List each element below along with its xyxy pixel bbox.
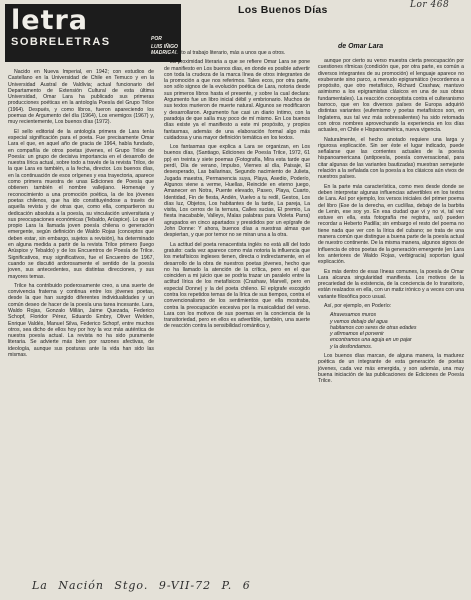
article-headline: Los Buenos Días [238, 4, 328, 16]
paragraph: La actitud del poeta renacentista inglés no está allí del todo gratuito: cada vez aparece como más notoria la influencia que los metafísicos ingleses tienen, directa o indirectamente, en el desarrollo de la obra de nuestros poetas jóvenes, hecho que no ha llamado la atención de la crítica, pero en el que coinciden a mi juicio que se podría trazar un paralelo entre la actitud lírica de los metafísicos (Crashaw, Marvell, pero en especial Donne) y la del poeta chileno. El epígrafe escogido contra los repetidos temas de la lírica de sus tiempos, contra el convencionalismo de los sentimientos que ella mostraba, contra la preocupación excesiva por la musicalidad del verso. Lara con los motivos de sus poemas en la conciencia de la transitoriedad, pero en ellos es advertible, también, una suerte de reacción contra la sensibilidad romántica y, [164, 241, 310, 330]
article-byline: de Omar Lara [338, 43, 384, 50]
paragraph: aunque por cierto su verso muestra cierta preocupación por cuestiones rítmicas (condición que, por otra parte, es común a diversos integrantes de su promoción) el lenguaje aparece no exuberante sino parco, a menudo epigramático (recordemos a propósito, que otro metafísico, Richard Crashaw, mantuvo asimismo a los epigramistas clásicos en una de sus obras fundamentales). La reacción conceptista contra el culteranismo barroco, que en los diversos países de Europa adquirió distintas variantes (eufemismo y poetas metafísicos son, en Inglaterra, sus tal vez más sobresalientes) ha sido retomada con otros nombres aprovechando la experiencia en los días actuales, en Chile e Hispanoamérica, nueva vigencia. [318, 58, 464, 134]
poem-line: y la desfondamos. [330, 343, 373, 350]
poem-line: habitamos con seres de otras edades [330, 324, 417, 331]
paragraph: Es más dentro de esas líneas comunes, la poesía de Omar Lara alcanza singularidad manifiesta. Los motivos de la precariedad de la existencia, de la conciencia de lo transitorio, están realzados en ella, con un matiz irónico y a veces con una variante filosófica poco usual. [318, 268, 464, 300]
paragraph: Los fantasmas que explica a Lara se organizan, en Los buenos días, (Santiago, Ediciones de Poesía Trilce, 1972, 61 pp) en treinta y siete poemas (Fotografía, Mira esta tarde que perdí, Día de verano, Impulso, Viernes al día, Paisaje, El desesperado, Las bailarinas, Segundo nacimiento de Julieta, Jugada maestra, Permanencia suya, Playa, Asedio, Poderío, Algunos viene a verme, Huellas, Reincide en eterno juego, Amanecer en Notra, Puente elevado, Paseo, Playa, Cuarto, Identidad, Fin de fiesta, Andén, Vuelvo a tu redil, Gestos, Los días luz, Objetos, Los habitantes de la tarde, La pareja, La visita, Los cerros de la ternura, Calles sucias, El premio, La fiesta inacabable, Valleys, Malas palabras para Violeta Parra) agrupados en cinco apartados y presididos por un epígrafe de John Donne: Y ahora, buenos días a nuestras almas que despiertan, y que por temor no se miran una a la otra. [164, 144, 310, 239]
paragraph: La proximidad literaria a que se refiere Omar Lara se pone de manifiesto en Los buenos días, en donde es posible advertir con toda la crudeza de la marca línea de otros integrantes de la promoción a que nos referimos. Tales ecos, por otra parte, son sólo signos de la evolución poética de Lara, notoria desde sus primeros libros hasta el presente, y sobre la cual declara: Argumento fue un libro inicial débil y embrionario. Muchos de sus textos murieron de muerte natural. Algunos se modificaron y desarrollaron. Argumento fue casi un diario íntimo, con la paradoja de que salía muy poco de mí mismo. En Los buenos días existe ya el manifiesto a este mi propósito, y propios fantasmas, además de una elaboración formal algo más cuidadosa y una mayor definición temática en los textos. [164, 59, 310, 141]
masthead-subtitle: SOBRELETRAS [11, 36, 111, 48]
poem-line: y vemos debajo del agua [330, 318, 388, 325]
paragraph: Los buenos días marcan, de alguna manera, la madurez poética de un integrante de esta generación de poetas jóvenes, cada vez más emergida, y son además, una muy buena iniciación de las publicaciones de Ediciones de Poesía Trilce. [318, 353, 464, 385]
paragraph: Nacido en Nueva Imperial, en 1942; con estudios de Castellano en la Universidad de Chile en Temuco y en la Universidad Austral de Valdivia; actual funcionario del Departamento de Extensión Cultural de esta última Universidad, Omar Lara ha publicado sus primeras producciones poéticas en la antología Poesía del Grupo Trilce (1964). Después, y como libros, fueron apareciendo los poemas de Argumento del día (1964), Los enemigos (1967) y, muy recientemente, Los buenos días (1972). [8, 69, 154, 126]
text-column-2 [164, 50, 310, 333]
poem-line: Atravesamos muros [330, 312, 377, 319]
poem-line: y afirmamos el porvenir [330, 331, 384, 338]
paragraph: El sello editorial de la antología primera de Lara tenía especial significación para el poeta. Fue precisamente Omar Lara el que, en aquel año de gracia de 1964, había fundado, en compañía de otros poetas jóvenes, el Grupo Trilce de Poesía: un grupo de decisiva importancia en el desarrollo de nuestra lírica actual, sobre todo a través de la revista Trilce, de la que Lara es también, a la fecha, director. Los buenos días, en la continuación de esos orígenes y esa trayectoria, aparece como primera muestra de unas Ediciones de Poesía que obtienen también el nombre vallejiano. Homenaje y reconocimiento a una promoción poética, la de los jóvenes poetas chilenos, que ha ido constituyéndose a través de aquella revista y de otras que, como ella, compartieron su dedicación absoluta a la poesía, su vinculación universitaria y sus preocupaciones económicas (Tebaldo, Arúspice). Lo que el propio Lara la llamada joven poesía chilena o generación emergente, según definición de Waldo Rojas (conceptos que deben estar, sin embargo, sujetos a revisión), ha determinado en alguna medida a partir de la revista Trilce primero (luego Arúspice y Tebaldo) y de los Encuentros de Poesía de Trilce. Significativos, muy significativos, fue el Encuentro de 1967, cuando se discutió ardorosamente el sentido de la poesía joven, sus antecedentes, sus distintas direcciones, y sus mayores temas. [8, 128, 154, 280]
paragraph: Así, por ejemplo, en Poderío: [324, 302, 392, 309]
paragraph: Trilce ha contribuido poderosamente creo, a una suerte de convivencia fraterna y continua entre los jóvenes poetas, desde la que han surgido diferentes individualidades y un común deseo de hacer de la poesía una tarea incesante. Lara, Waldo Rojas, Gonzalo Millán, Jaime Quezada, Federico Schopf, Floridor Pérez, Eduardo Embry, Oliver Welden, Enrique Valdés, Manuel Silva, Federico Schopf, entre muchos otros, sea dicho de ellos hoy por hoy la voz más auténtica de nuestra poesía actual. La revista no ha sido puramente literaria. Se advierte más bien por razones afectivas, de ideología, aunque sus posturas ante la vida han sido las mismas. [8, 282, 154, 359]
handwritten-source-note: La Nación Stgo. 9-VII-72 P. 6 [32, 579, 251, 592]
masthead-por: POR [151, 36, 162, 42]
text-column-1 [8, 69, 154, 361]
paragraph: En la parte más característica, como mes desde donde se deben interpretar algunas influencias advertibles en los textos de Lara. Así por ejemplo, los versos iniciales del primer poema del libro (Ese de la derecha, en cuclillas, debajo de la barbita de Lenin, ese soy yo. En esa ciudad que vi y no vi, tal vez estuve en ella, esta fotografía me registra, así) pueden recordar a Heberto Padilla; sin embargo el resto del poema no tiene nada que ver con la lírica del cubano; se trata de una manera común que distingue a buena parte de la poesía actual de nuestro continente. De la misma manera, algunos signos de influencia de otros poetas de la generación emergente (en Lara los anteriores de Waldo Rojas, verbigracia) soportan igual explicación. [318, 183, 464, 266]
masthead-author: LUIS IÑIGO MADRIGAL [151, 44, 178, 56]
text-column-3 [318, 58, 464, 388]
catalog-number: Lor 468 [410, 0, 450, 10]
poem-excerpt [318, 312, 464, 350]
paragraph: Naturalmente, el hecho anotado requiere una larga y rigurosa explicación. Sin ser éste el lugar indicado, puede señalarse que las corrientes actuales de la poesía hispanoamericana (antipoesía, poesía conversacional, para citar algunas de las variantes bautizadas) muestran semejante relación a la señalada con la poesía a los clásicos aún vivos de nuestros países. [318, 136, 464, 181]
poem-line: encontramos una aguja en un pajar [330, 337, 412, 344]
masthead-title: letra [11, 5, 89, 36]
paragraph: cuanto al trabajo literario, más a unos que a otros. [170, 50, 286, 56]
column-masthead [5, 4, 181, 62]
